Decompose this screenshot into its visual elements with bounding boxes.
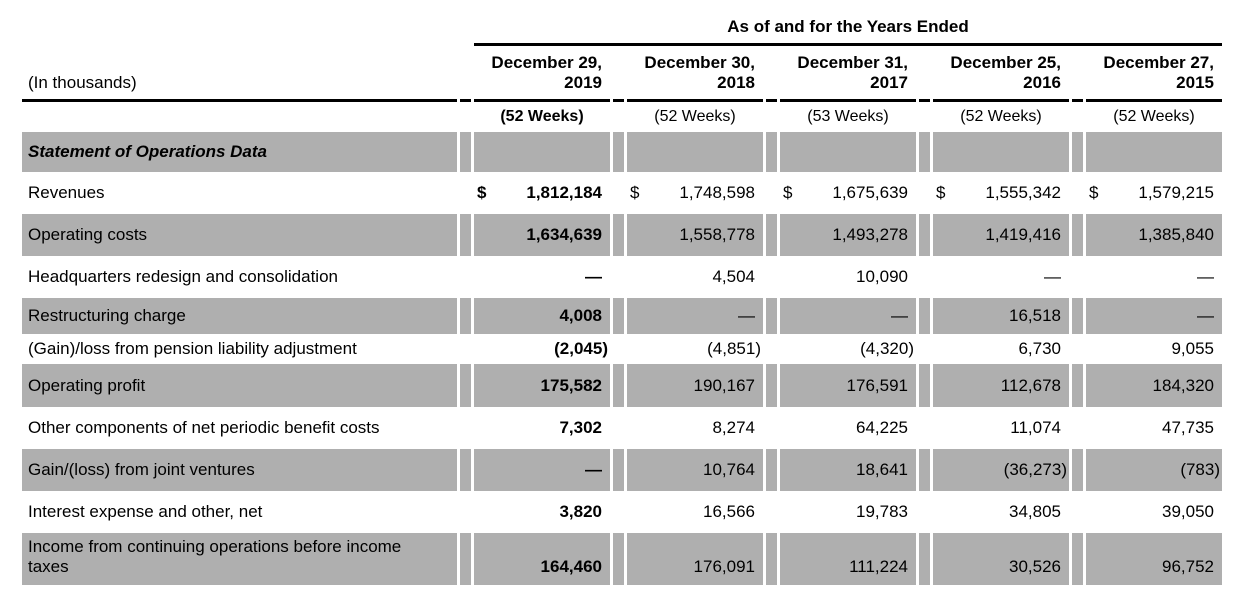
value-cell: 111,224: [780, 533, 916, 585]
spacer-cell: [919, 298, 930, 334]
spacer-cell: [1072, 132, 1083, 172]
section-header: Statement of Operations Data: [22, 132, 457, 172]
value-cell: 10,090: [856, 267, 908, 286]
weeks-row: [22, 102, 1222, 132]
spacer-cell: [460, 364, 471, 407]
spacer-cell: [919, 256, 930, 298]
group-title-row: [22, 2, 1222, 46]
empty-cell: [22, 102, 457, 132]
spacer-cell: [919, 132, 930, 172]
table-row: [22, 491, 1222, 533]
row-label: Revenues: [28, 183, 105, 202]
weeks-label: (52 Weeks): [500, 108, 584, 125]
column-header-2015: December 27, 2015: [1086, 46, 1222, 102]
value-cell: 3,820: [559, 502, 602, 521]
spacer-cell: [613, 172, 624, 214]
spacer-cell: [1072, 334, 1083, 364]
table-row: [22, 407, 1222, 449]
spacer-cell: [1072, 449, 1083, 491]
value-cell: 47,735: [1162, 418, 1214, 437]
value-cell: 18,641: [780, 449, 916, 491]
value-cell: —: [1044, 267, 1061, 286]
table-row: [22, 298, 1222, 334]
weeks-label: (53 Weeks): [807, 108, 889, 125]
spacer-cell: [460, 132, 471, 172]
spacer-cell: [919, 533, 930, 585]
column-header-2016: December 25, 2016: [933, 46, 1069, 102]
spacer-cell: [766, 46, 777, 102]
value-cell: 1,634,639: [474, 214, 610, 256]
value-cell: 1,493,278: [780, 214, 916, 256]
value-cell: 11,074: [1010, 418, 1061, 437]
value-cell: (783): [1086, 449, 1222, 491]
spacer-cell: [766, 334, 777, 364]
value-cell: 16,518: [933, 298, 1069, 334]
column-header-2019: December 29, 2019: [474, 46, 610, 102]
spacer-cell: [460, 214, 471, 256]
value-text: 1,579,215: [1138, 183, 1214, 202]
spacer-cell: [613, 46, 624, 102]
spacer-cell: [613, 256, 624, 298]
table-row: [22, 256, 1222, 298]
spacer-cell: [919, 214, 930, 256]
spacer-cell: [1072, 172, 1083, 214]
spacer-cell: [1072, 491, 1083, 533]
spacer-cell: [919, 46, 930, 102]
spacer-cell: [460, 491, 471, 533]
spacer-cell: [613, 334, 624, 364]
table-row: [22, 364, 1222, 407]
value-cell: 30,526: [933, 533, 1069, 585]
empty-cell: [780, 132, 916, 172]
value-cell: 112,678: [933, 364, 1069, 407]
value-cell: 176,091: [627, 533, 763, 585]
value-cell: —: [780, 298, 916, 334]
section-header-row: [22, 132, 1222, 172]
value-cell: (4,320): [860, 339, 914, 358]
table-row: [22, 449, 1222, 491]
row-label: Operating costs: [22, 214, 457, 256]
value-cell: —: [1086, 298, 1222, 334]
spacer-cell: [766, 214, 777, 256]
group-title: As of and for the Years Ended: [474, 2, 1222, 46]
value-cell: 1,419,416: [933, 214, 1069, 256]
table-row: [22, 172, 1222, 214]
spacer-cell: [766, 298, 777, 334]
units-label: (In thousands): [22, 46, 457, 102]
spacer-cell: [1072, 364, 1083, 407]
spacer-cell: [919, 407, 930, 449]
spacer-cell: [1072, 256, 1083, 298]
value-cell: 4,504: [712, 267, 755, 286]
spacer-cell: [460, 172, 471, 214]
value-cell: 1,385,840: [1086, 214, 1222, 256]
value-cell: 8,274: [712, 418, 755, 437]
spacer-cell: [613, 214, 624, 256]
spacer-cell: [766, 102, 777, 132]
empty-cell: [474, 132, 610, 172]
currency-symbol: $: [1089, 183, 1099, 202]
spacer-cell: [460, 46, 471, 102]
weeks-label: (52 Weeks): [960, 108, 1042, 125]
value-cell: [933, 172, 1069, 214]
spacer-cell: [766, 132, 777, 172]
spacer-cell: [460, 407, 471, 449]
spacer-cell: [766, 449, 777, 491]
value-cell: 10,764: [627, 449, 763, 491]
row-label: Headquarters redesign and consolidation: [28, 267, 338, 286]
spacer-cell: [766, 364, 777, 407]
table-row: [22, 533, 1222, 585]
row-label: (Gain)/loss from pension liability adjustment: [28, 339, 357, 358]
value-cell: —: [474, 449, 610, 491]
value-cell: 4,008: [474, 298, 610, 334]
spacer-cell: [613, 132, 624, 172]
empty-cell: [933, 132, 1069, 172]
value-cell: —: [627, 298, 763, 334]
spacer-cell: [919, 491, 930, 533]
spacer-cell: [460, 102, 471, 132]
value-cell: [627, 172, 763, 214]
value-cell: 6,730: [1018, 339, 1061, 358]
spacer-cell: [919, 364, 930, 407]
column-header-2017: December 31, 2017: [780, 46, 916, 102]
table-row: [22, 214, 1222, 256]
value-cell: 39,050: [1162, 502, 1214, 521]
value-cell: —: [1197, 267, 1214, 286]
empty-cell: [1086, 132, 1222, 172]
row-label: Gain/(loss) from joint ventures: [22, 449, 457, 491]
spacer-cell: [766, 407, 777, 449]
value-cell: [780, 172, 916, 214]
value-cell: 64,225: [856, 418, 908, 437]
spacer-cell: [613, 102, 624, 132]
value-cell: [1086, 172, 1222, 214]
value-cell: (36,273): [933, 449, 1069, 491]
spacer-cell: [613, 364, 624, 407]
spacer-cell: [613, 298, 624, 334]
spacer-cell: [1072, 46, 1083, 102]
spacer-cell: [766, 533, 777, 585]
spacer-cell: [766, 491, 777, 533]
spacer-cell: [460, 449, 471, 491]
spacer-cell: [613, 449, 624, 491]
spacer-cell: [919, 449, 930, 491]
spacer-cell: [1072, 102, 1083, 132]
spacer-cell: [1072, 298, 1083, 334]
value-cell: 9,055: [1171, 339, 1214, 358]
value-cell: —: [585, 267, 602, 286]
value-cell: 16,566: [703, 502, 755, 521]
row-label: Income from continuing operations before income taxes: [22, 533, 457, 585]
spacer-cell: [919, 172, 930, 214]
spacer-cell: [1072, 214, 1083, 256]
spacer-cell: [460, 298, 471, 334]
spacer-cell: [613, 533, 624, 585]
spacer-cell: [613, 491, 624, 533]
value-cell: 176,591: [780, 364, 916, 407]
financial-table: [19, 2, 1225, 585]
empty-cell: [627, 132, 763, 172]
spacer-cell: [766, 172, 777, 214]
spacer-cell: [1072, 533, 1083, 585]
column-header-2018: December 30, 2018: [627, 46, 763, 102]
value-cell: 164,460: [474, 533, 610, 585]
spacer-cell: [460, 334, 471, 364]
row-label: Other components of net periodic benefit costs: [28, 418, 380, 437]
value-text: 1,675,639: [832, 183, 908, 202]
spacer-cell: [919, 102, 930, 132]
value-cell: (4,851): [707, 339, 761, 358]
spacer-cell: [919, 334, 930, 364]
weeks-label: (52 Weeks): [1113, 108, 1195, 125]
spacer-cell: [1072, 407, 1083, 449]
value-cell: [474, 172, 610, 214]
currency-symbol: $: [783, 183, 793, 202]
value-cell: 96,752: [1086, 533, 1222, 585]
row-label: Interest expense and other, net: [28, 502, 263, 521]
spacer-cell: [460, 256, 471, 298]
row-label: Operating profit: [22, 364, 457, 407]
value-cell: 19,783: [856, 502, 908, 521]
spacer-cell: [766, 256, 777, 298]
value-cell: 184,320: [1086, 364, 1222, 407]
value-cell: (2,045): [554, 339, 608, 358]
value-cell: 190,167: [627, 364, 763, 407]
spacer-cell: [460, 2, 471, 46]
spacer-cell: [613, 407, 624, 449]
value-cell: 1,558,778: [627, 214, 763, 256]
spacer-cell: [460, 533, 471, 585]
currency-symbol: $: [630, 183, 640, 202]
value-cell: 175,582: [474, 364, 610, 407]
value-cell: 7,302: [559, 418, 602, 437]
currency-symbol: $: [477, 183, 487, 202]
currency-symbol: $: [936, 183, 946, 202]
row-label: Restructuring charge: [22, 298, 457, 334]
value-text: 1,812,184: [526, 183, 602, 202]
table-row: [22, 334, 1222, 364]
value-text: 1,555,342: [985, 183, 1061, 202]
value-cell: 34,805: [1009, 502, 1061, 521]
empty-cell: [22, 2, 457, 46]
value-text: 1,748,598: [679, 183, 755, 202]
weeks-label: (52 Weeks): [654, 108, 736, 125]
date-header-row: [22, 46, 1222, 102]
